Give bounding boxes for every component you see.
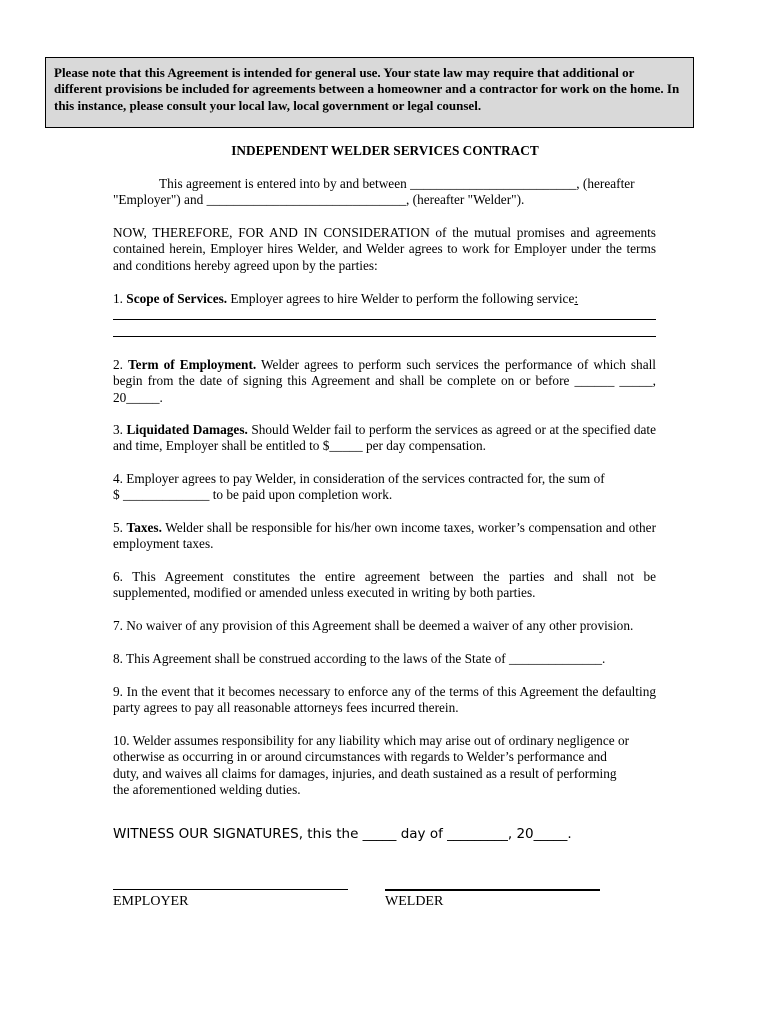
scope-blank-line-1: [113, 319, 656, 320]
section-2-heading: Term of Employment.: [128, 357, 257, 372]
section-4-line-2: $ _____________ to be paid upon completion work.: [113, 487, 393, 503]
section-10-line-1: 10. Welder assumes responsibility for any liability which may arise out of ordinary negligence or: [113, 733, 630, 748]
section-6-entire-agreement: 6. This Agreement constitutes the entire agreement between the parties and shall not be supplemented, modified or amended unless executed in writing by both parties.: [113, 569, 656, 601]
section-1-scope: 1. Scope of Services. Employer agrees to hire Welder to perform the following service:: [113, 291, 579, 306]
section-4-line-1: 4. Employer agrees to pay Welder, in consideration of the services contracted for, the sum of: [113, 471, 605, 486]
intro-line-2: "Employer") and ______________________________, (hereafter "Welder").: [113, 192, 525, 208]
welder-label: WELDER: [385, 894, 444, 909]
section-3-heading: Liquidated Damages.: [126, 422, 248, 437]
section-5-taxes: 5. Taxes. Welder shall be responsible for his/her own income taxes, worker’s compensation and other employment taxes.: [113, 520, 657, 552]
section-9-enforcement: 9. In the event that it becomes necessary to enforce any of the terms of this Agreement the defaulting party agrees to pay all reasonable attorneys fees incurred therein.: [113, 684, 656, 716]
intro-line-1: This agreement is entered into by and between _________________________, (hereafter: [159, 176, 635, 191]
witness-statement: WITNESS OUR SIGNATURES, this the _____ day of _________, 20_____.: [113, 826, 572, 842]
welder-signature-line[interactable]: [385, 889, 600, 891]
section-7-waiver: 7. No waiver of any provision of this Agreement shall be deemed a waiver of any other provision.: [113, 618, 634, 633]
section-2-term: 2. Term of Employment. Welder agrees to perform such services the performance of which shall begin from the date of signing this Agreement and shall be complete on or before ______ _____, 20_____.: [113, 357, 657, 405]
scope-blank-line-2: [113, 336, 656, 337]
section-1-heading: Scope of Services.: [126, 291, 228, 306]
section-10-liability: [113, 733, 656, 798]
section-4-payment: [113, 471, 656, 504]
section-5-heading: Taxes.: [126, 520, 162, 535]
employer-signature-line[interactable]: [113, 889, 348, 890]
section-3-damages: 3. Liquidated Damages. Should Welder fail to perform the services as agreed or at the specified date and time, Employer shall be entitled to $_____ per day compensation.: [113, 422, 657, 454]
section-8-governing-law: 8. This Agreement shall be construed according to the laws of the State of ______________.: [113, 651, 606, 666]
section-10-line-4: the aforementioned welding duties.: [113, 781, 301, 797]
section-10-line-3: duty, and waives all claims for damages, injuries, and death sustained as a result of performing: [113, 765, 617, 781]
disclaimer-notice-box: [45, 57, 694, 128]
contract-title: INDEPENDENT WELDER SERVICES CONTRACT: [231, 143, 539, 158]
now-therefore-paragraph: NOW, THEREFORE, FOR AND IN CONSIDERATION of the mutual promises and agreements contained herein, Employer hires Welder, and Welder agrees to work for Employer under the terms and conditions hereby agreed upon by the parties:: [113, 225, 656, 273]
section-10-line-2: otherwise as occurring in or around circumstances with regards to Welder’s performance and: [113, 749, 607, 765]
employer-label: EMPLOYER: [113, 894, 189, 909]
intro-paragraph: [113, 176, 656, 209]
disclaimer-text: Please note that this Agreement is intended for general use. Your state law may require that additional or different provisions be included for agreements between a homeowner and a contractor for work on the home. In this instance, please consult your local law, local government or legal counsel.: [54, 65, 680, 113]
